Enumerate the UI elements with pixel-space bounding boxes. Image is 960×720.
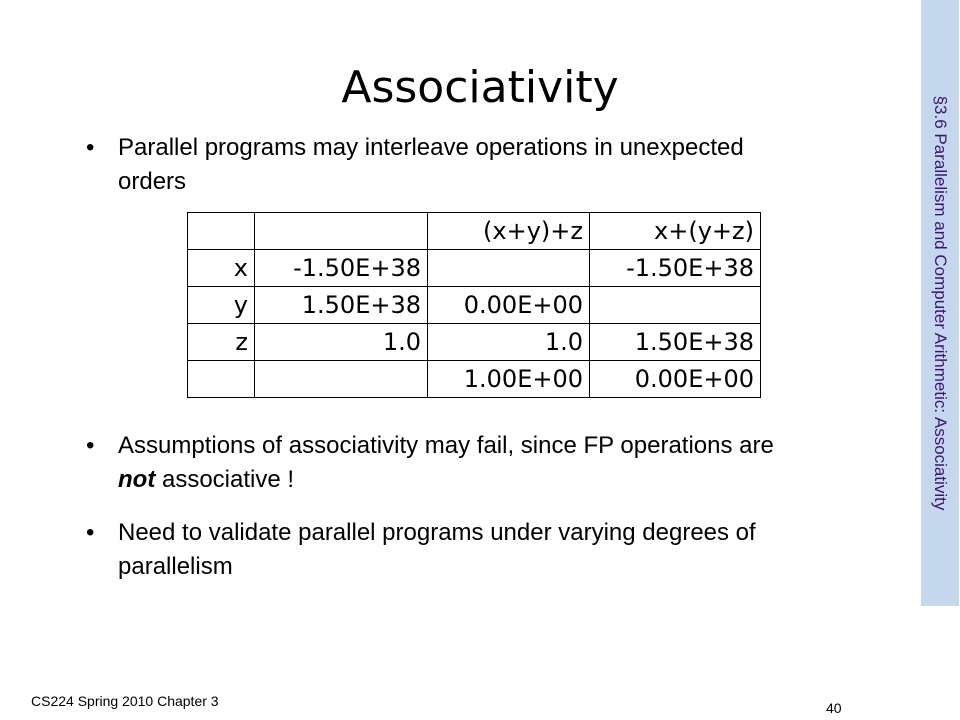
table-header-x-yz: x+(y+z) — [590, 213, 761, 250]
table-row-label: x — [188, 250, 255, 287]
table-row — [188, 287, 761, 324]
footer-course: CS224 Spring 2010 Chapter 3 — [31, 693, 219, 709]
table-row-label: z — [188, 324, 255, 361]
table-cell: 1.50E+38 — [590, 324, 761, 361]
bullet-assumptions — [86, 429, 816, 497]
bullet-text: Parallel programs may interleave operations in unexpected orders — [118, 134, 744, 195]
table-cell: 0.00E+00 — [590, 361, 761, 398]
table-cell: 1.0 — [428, 324, 590, 361]
table-cell: -1.50E+38 — [590, 250, 761, 287]
page-number: 40 — [826, 700, 842, 716]
bullet-text: Need to validate parallel programs under varying degrees of parallelism — [118, 519, 756, 580]
associativity-table-container — [187, 212, 761, 398]
table-cell — [590, 287, 761, 324]
bullet-dot: • — [86, 519, 95, 546]
table-cell: 1.0 — [255, 324, 428, 361]
table-cell: 0.00E+00 — [428, 287, 590, 324]
table-cell — [255, 361, 428, 398]
bullet-text-post: associative ! — [155, 466, 295, 493]
section-sidebar — [921, 0, 959, 606]
bullet-text — [118, 429, 816, 497]
table-cell — [255, 213, 428, 250]
associativity-table — [187, 212, 761, 398]
bullet-dot: • — [86, 432, 95, 459]
table-cell: 1.00E+00 — [428, 361, 590, 398]
bullet-emphasis: not — [118, 466, 156, 493]
bullet-dot: • — [86, 134, 95, 161]
table-cell: -1.50E+38 — [255, 250, 428, 287]
table-row — [188, 324, 761, 361]
table-row-label — [188, 361, 255, 398]
table-cell: 1.50E+38 — [255, 287, 428, 324]
table-row-label: y — [188, 287, 255, 324]
slide-title: Associativity — [341, 62, 619, 113]
section-label: §3.6 Parallelism and Computer Arithmetic: Associativity — [931, 95, 950, 511]
table-header-row — [188, 213, 761, 250]
bullet-interleave — [86, 131, 816, 199]
table-row — [188, 361, 761, 398]
table-header-xy-z: (x+y)+z — [428, 213, 590, 250]
bullet-text-pre: Assumptions of associativity may fail, since FP operations are — [118, 432, 774, 459]
table-cell — [188, 213, 255, 250]
table-row — [188, 250, 761, 287]
table-cell — [428, 250, 590, 287]
bullet-validate — [86, 516, 816, 584]
